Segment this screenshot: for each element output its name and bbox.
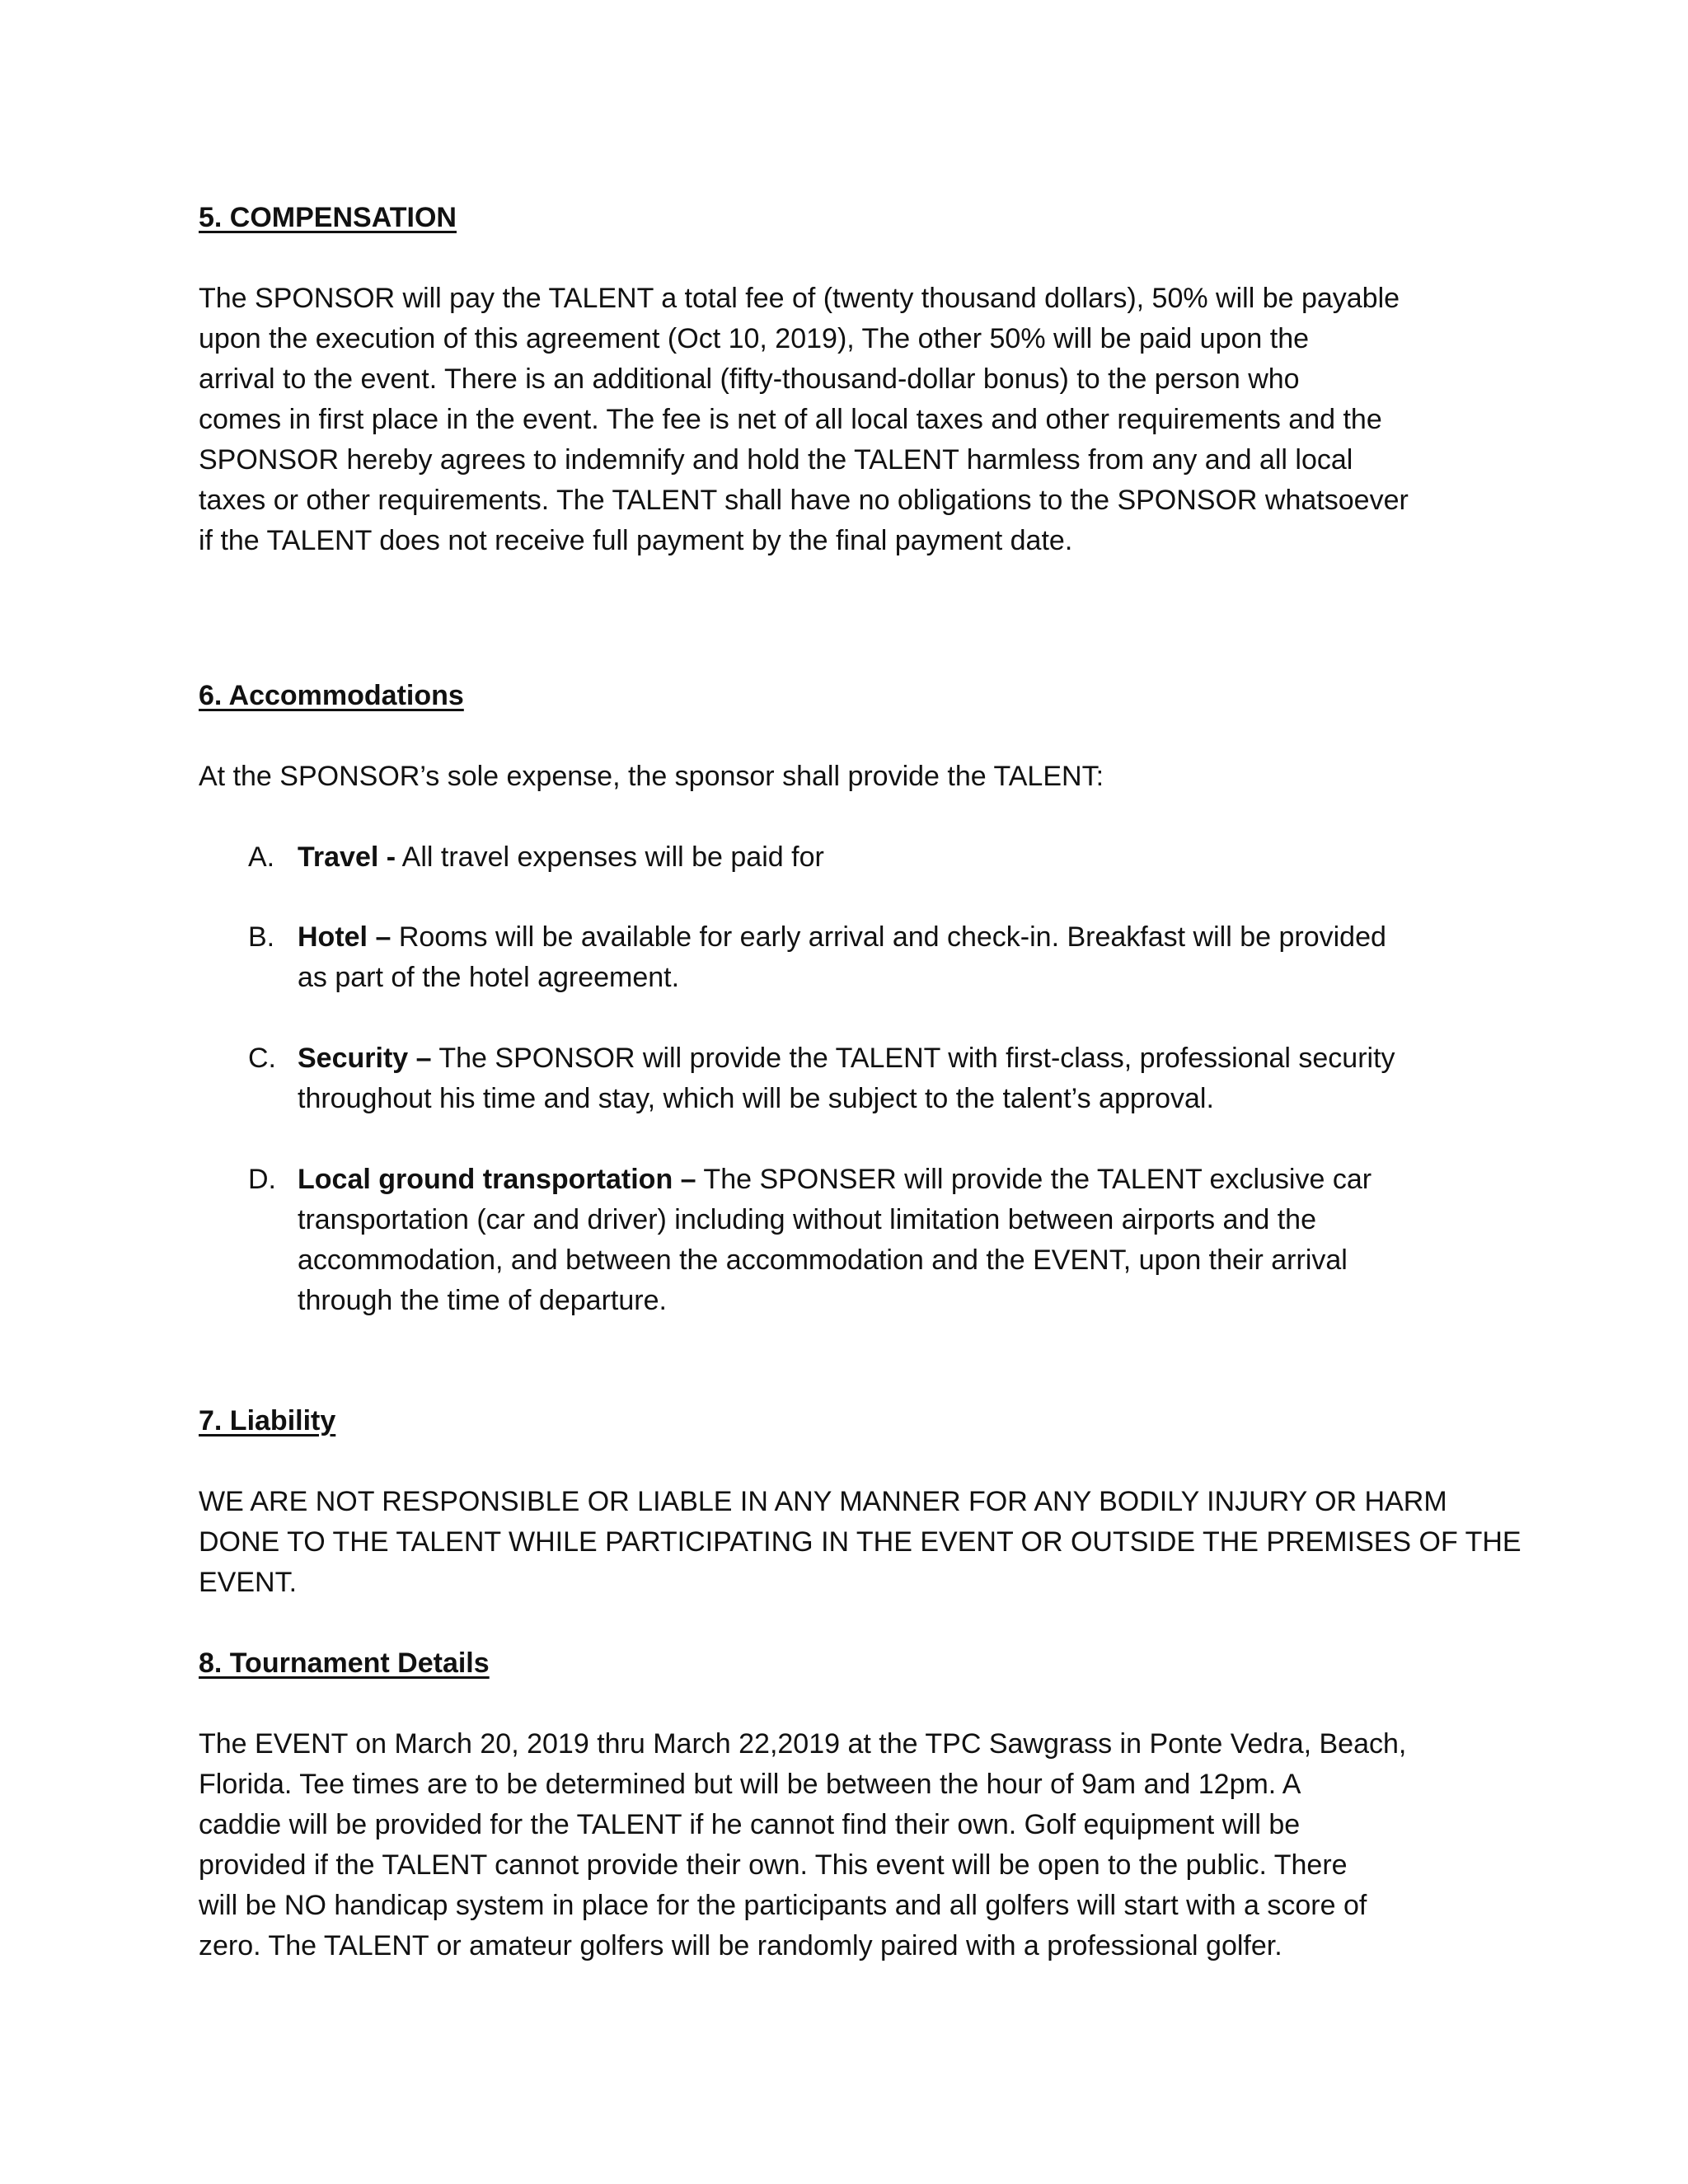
liability-heading: 7. Liability: [199, 1405, 336, 1436]
liability-paragraph: [199, 1482, 1522, 1603]
compensation-paragraph: [199, 279, 1493, 561]
accommodations-intro: At the SPONSOR’s sole expense, the sponsor shall provide the TALENT:: [199, 761, 1104, 792]
paragraph-line: comes in first place in the event. The fee is net of all local taxes and other requirements and the: [199, 404, 1382, 435]
list-item-text: All travel expenses will be paid for: [401, 841, 824, 873]
list-item-text: through the time of departure.: [298, 1285, 667, 1316]
paragraph-line: taxes or other requirements. The TALENT shall have no obligations to the SPONSOR whatsoever: [199, 485, 1409, 516]
paragraph-line: arrival to the event. There is an additional (fifty-thousand-dollar bonus) to the person who: [199, 363, 1300, 395]
tournament-paragraph: [199, 1724, 1493, 1966]
list-item-text: throughout his time and stay, which will be subject to the talent’s approval.: [298, 1083, 1214, 1114]
list-item-text: as part of the hotel agreement.: [298, 962, 680, 993]
list-item-letter: A.: [248, 841, 275, 873]
paragraph-line: Florida. Tee times are to be determined but will be between the hour of 9am and 12pm. A: [199, 1769, 1301, 1800]
list-item-body: [298, 1038, 1493, 1119]
paragraph-line: provided if the TALENT cannot provide their own. This event will be open to the public. There: [199, 1849, 1348, 1881]
list-item-title: Local ground transportation –: [298, 1164, 696, 1195]
paragraph-line: if the TALENT does not receive full payment by the final payment date.: [199, 525, 1073, 556]
list-item-text: The SPONSER will provide the TALENT exclusive car: [703, 1164, 1372, 1195]
compensation-heading: 5. COMPENSATION: [199, 202, 457, 233]
list-item-title: Security –: [298, 1043, 432, 1074]
list-item-text: The SPONSOR will provide the TALENT with first-class, professional security: [438, 1043, 1395, 1074]
paragraph-line: upon the execution of this agreement (Oct 10, 2019), The other 50% will be paid upon the: [199, 323, 1310, 354]
paragraph-line: SPONSOR hereby agrees to indemnify and hold the TALENT harmless from any and all local: [199, 444, 1353, 476]
list-item-text: Rooms will be available for early arrival and check-in. Breakfast will be provided: [398, 921, 1386, 953]
paragraph-line: caddie will be provided for the TALENT if he cannot find their own. Golf equipment will be: [199, 1809, 1301, 1840]
list-item-letter: C.: [248, 1043, 276, 1074]
accommodations-heading: 6. Accommodations: [199, 680, 464, 711]
list-item-body: [298, 1160, 1493, 1321]
paragraph-line: WE ARE NOT RESPONSIBLE OR LIABLE IN ANY MANNER FOR ANY BODILY INJURY OR HARM: [199, 1486, 1447, 1517]
list-item-body: [298, 917, 1493, 998]
paragraph-line: DONE TO THE TALENT WHILE PARTICIPATING IN THE EVENT OR OUTSIDE THE PREMISES OF THE: [199, 1526, 1522, 1558]
list-item-title: Travel -: [298, 841, 396, 873]
tournament-heading: 8. Tournament Details: [199, 1647, 490, 1679]
paragraph-line: EVENT.: [199, 1567, 298, 1598]
list-item-title: Hotel –: [298, 921, 392, 953]
list-item-text: accommodation, and between the accommodation and the EVENT, upon their arrival: [298, 1244, 1348, 1276]
list-item-body: [298, 837, 1493, 878]
list-item-letter: B.: [248, 921, 275, 953]
paragraph-line: will be NO handicap system in place for the participants and all golfers will start with a score of: [199, 1890, 1367, 1921]
paragraph-line: zero. The TALENT or amateur golfers will be randomly paired with a professional golfer.: [199, 1930, 1282, 1961]
list-item-letter: D.: [248, 1164, 276, 1195]
list-item-text: transportation (car and driver) including without limitation between airports and the: [298, 1204, 1316, 1235]
paragraph-line: The EVENT on March 20, 2019 thru March 22,2019 at the TPC Sawgrass in Ponte Vedra, Beach,: [199, 1728, 1407, 1760]
paragraph-line: The SPONSOR will pay the TALENT a total fee of (twenty thousand dollars), 50% will be payable: [199, 283, 1400, 314]
